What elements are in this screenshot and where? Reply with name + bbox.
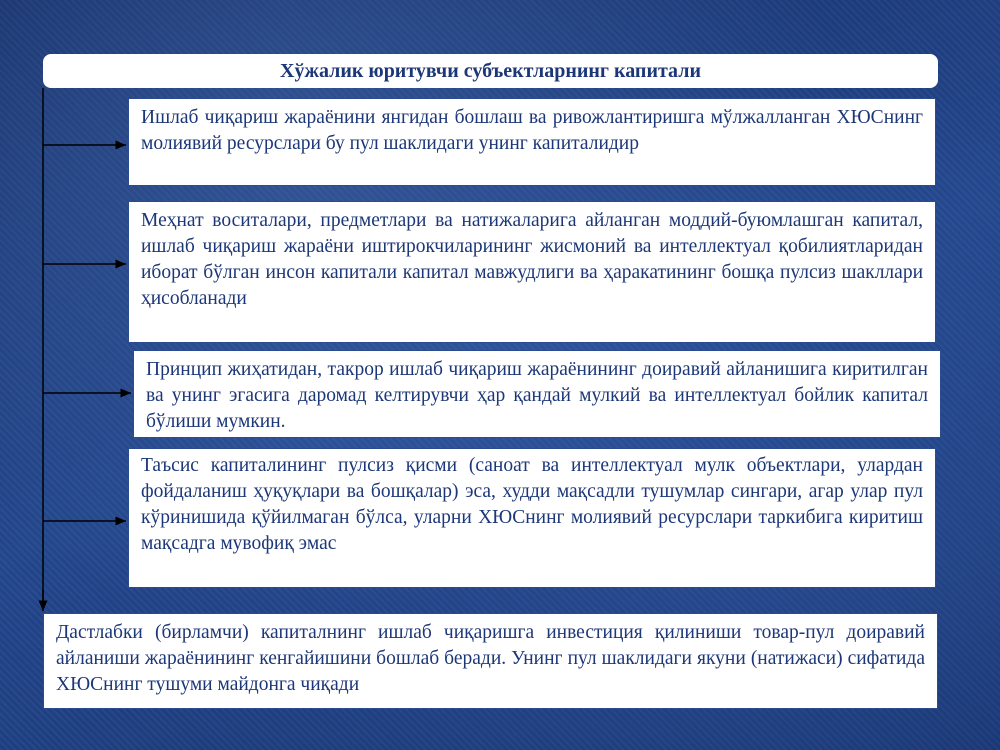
capital-box-2: Меҳнат воситалари, предметлари ва натижаларига айланган моддий-буюмлашган капитал, ишлаб чиқариш жараёни иштирокчиларининг жисмоний ва интеллектуал қобилиятларидан иборат бўлган инсон капитали капитал мавжудлиги ва ҳаракатининг бошқа пулсиз шакллари ҳисобланади <box>128 201 936 343</box>
capital-box-3: Принцип жиҳатидан, такрор ишлаб чиқариш жараёнининг доиравий айланишига киритилган ва унинг эгасига даромад келтирувчи ҳар қандай мулкий ва интеллектуал бойлик капитал бўлиши мумкин. <box>133 350 941 438</box>
capital-box-4: Таъсис капиталининг пулсиз қисми (саноат ва интеллектуал мулк объектлари, улардан фойдаланиш ҳуқуқлари ва бошқалар) эса, худди мақсадли тушумлар сингари, агар улар пул кўринишида қўйилмаган бўлса, уларни ХЮСнинг молиявий ресурслари таркибига киритиш мақсадга мувофиқ эмас <box>128 448 936 588</box>
diagram-title: Хўжалик юритувчи субъектларнинг капитали <box>43 54 938 88</box>
capital-box-1: Ишлаб чиқариш жараёнини янгидан бошлаш ва ривожлантиришга мўлжалланган ХЮСнинг молиявий ресурслари бу пул шаклидаги унинг капиталидир <box>128 98 936 186</box>
capital-box-5: Дастлабки (бирламчи) капиталнинг ишлаб чиқаришга инвестиция қилиниши товар-пул доиравий айланиши жараёнининг кенгайишини бошлаб беради. Унинг пул шаклидаги якуни (натижаси) сифатида ХЮСнинг тушуми майдонга чиқади <box>43 613 938 709</box>
